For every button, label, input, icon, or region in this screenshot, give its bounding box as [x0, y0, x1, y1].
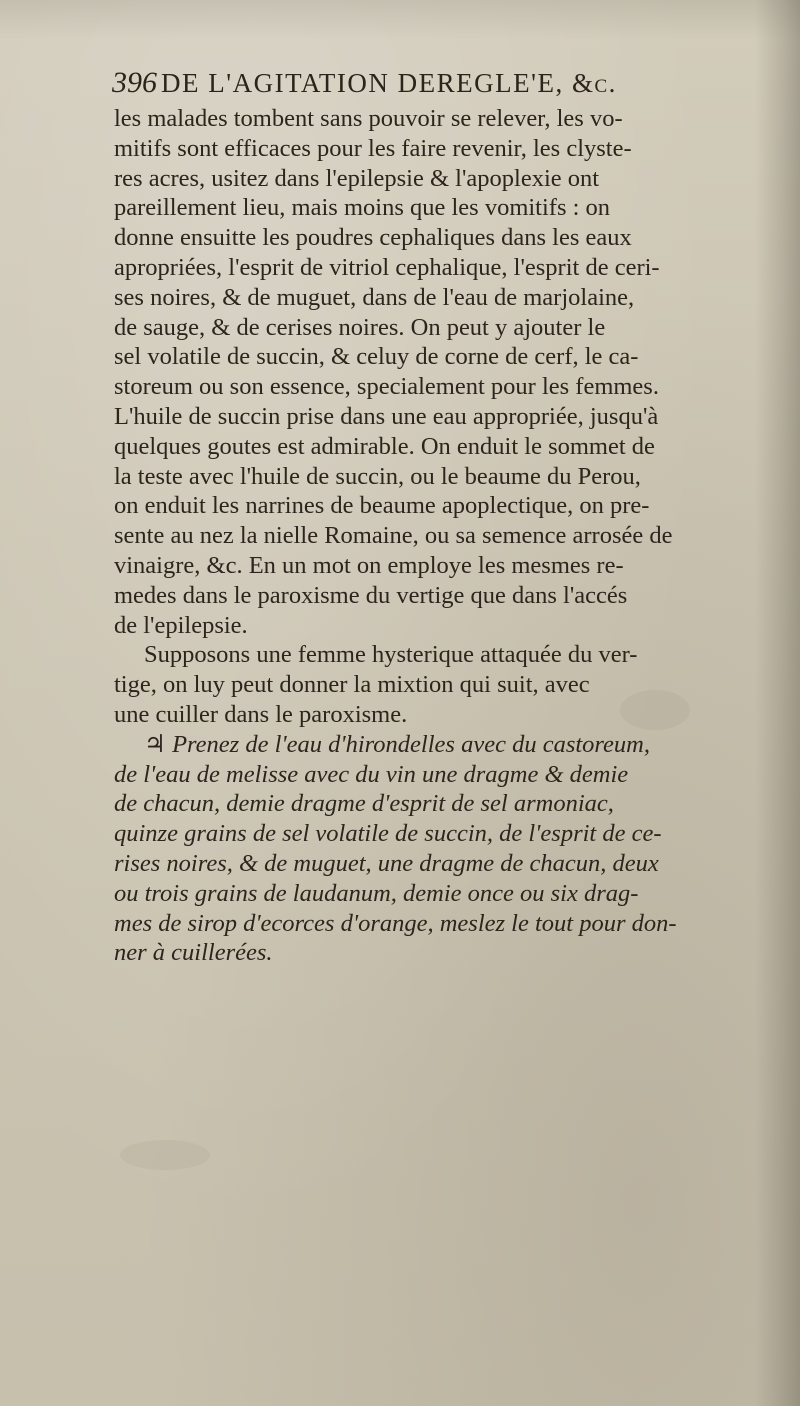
text-line: pareillement lieu, mais moins que les vomitifs : on — [114, 194, 611, 222]
text-line: sel volatile de succin, & celuy de corne de cerf, le ca- — [114, 343, 639, 371]
text-line: de chacun, demie dragme d'esprit de sel armoniac, — [114, 790, 614, 818]
running-head — [112, 66, 772, 106]
text-line: on enduit les narrines de beaume apoplectique, on pre- — [114, 492, 650, 520]
text-line: de l'epilepsie. — [114, 611, 248, 639]
text-line: L'huile de succin prise dans une eau appropriée, jusqu'à — [114, 402, 659, 430]
text-line: Supposons une femme hysterique attaquée du ver- — [144, 641, 638, 669]
paragraph-3-recipe — [114, 730, 764, 968]
text-line: la teste avec l'huile de succin, ou le beaume du Perou, — [114, 462, 641, 490]
text-line: ♃ Prenez de l'eau d'hirondelles avec du castoreum, — [144, 730, 650, 758]
paragraph-2 — [114, 640, 764, 729]
paper-stain — [120, 1140, 210, 1170]
text-line: quelques goutes est admirable. On enduit le sommet de — [114, 432, 655, 460]
text-line: res acres, usitez dans l'epilepsie & l'apoplexie ont — [114, 164, 600, 192]
text-line: apropriées, l'esprit de vitriol cephalique, l'esprit de ceri- — [114, 253, 660, 281]
text-line: de sauge, & de cerises noires. On peut y ajouter le — [114, 313, 606, 341]
text-line: ses noires, & de muguet, dans de l'eau de marjolaine, — [114, 283, 635, 311]
text-line: les malades tombent sans pouvoir se relever, les vo- — [114, 105, 623, 132]
text-line: medes dans le paroxisme du vertige que dans l'accés — [114, 581, 628, 609]
text-line: storeum ou son essence, specialement pour les femmes. — [114, 373, 659, 401]
text-line: de l'eau de melisse avec du vin une dragme & demie — [114, 760, 629, 788]
body-text — [114, 104, 764, 968]
text-line: tige, on luy peut donner la mixtion qui suit, avec — [114, 671, 590, 699]
page-number: 396 — [112, 66, 157, 99]
page-top-shadow — [0, 0, 800, 40]
text-line: mes de sirop d'ecorces d'orange, meslez le tout pour don- — [114, 909, 677, 937]
text-line: mitifs sont efficaces pour les faire revenir, les clyste- — [114, 134, 632, 162]
text-line: vinaigre, &c. En un mot on employe les mesmes re- — [114, 551, 624, 579]
text-line: quinze grains de sel volatile de succin, de l'esprit de ce- — [114, 820, 662, 848]
running-title: DE L'AGITATION DEREGLE'E, &c. — [161, 68, 617, 98]
text-line: sente au nez la nielle Romaine, ou sa semence arrosée de — [114, 522, 673, 550]
text-line: donne ensuitte les poudres cephaliques dans les eaux — [114, 224, 632, 252]
text-line: une cuiller dans le paroxisme. — [114, 700, 408, 728]
paragraph-1 — [114, 104, 764, 640]
text-line: ou trois grains de laudanum, demie once ou six drag- — [114, 879, 639, 907]
text-line: ner à cuillerées. — [114, 939, 273, 967]
text-line: rises noires, & de muguet, une dragme de chacun, deux — [114, 849, 659, 877]
